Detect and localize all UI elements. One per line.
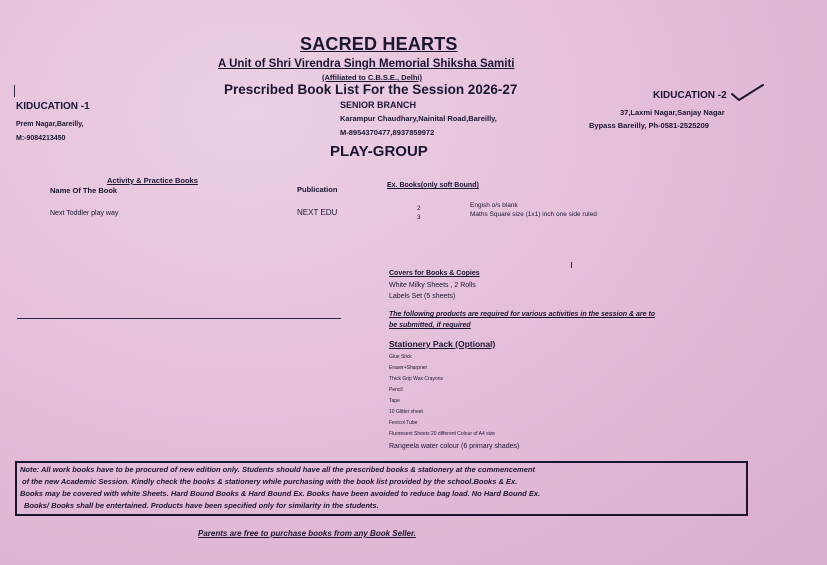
right-branch-address-2: Bypass Bareilly, Ph-0581-2525209	[589, 121, 709, 130]
note-line: Books may be covered with white Sheets. Hard Bound Books & Hard Bound Ex. Books have been avoided to reduce bag load. No Hard Bound Ex.	[20, 489, 541, 498]
activity-books-heading: Activity & Practice Books	[107, 176, 198, 185]
required-products-note	[389, 309, 655, 331]
column-ex-books: Ex. Books(only soft Bound)	[387, 182, 479, 189]
stationery-item: Fluoresent Sheets 20 different Colour of A4 size	[389, 431, 496, 437]
affiliation: (Affiliated to C.B.S.E., Delhi)	[322, 73, 423, 82]
column-publication: Publication	[297, 185, 338, 194]
branch-address: Karampur Chaudhary,Nainital Road,Bareilly,	[340, 114, 497, 123]
stationery-item: Pencil	[389, 387, 403, 393]
right-branch-name: KIDUCATION -2	[653, 90, 727, 101]
stationery-item: Eraser+Sharpner	[389, 365, 428, 371]
left-branch-phone: M:-9084213450	[16, 135, 66, 142]
check-mark-icon	[730, 82, 766, 104]
ex-book-qty: 3	[417, 214, 421, 221]
footer-note: Parents are free to purchase books from any Book Seller.	[198, 529, 416, 538]
note-line: Note: All work books have to be procured of new edition only. Students should have all the prescribed books & stationery at the commencement	[20, 465, 535, 474]
book-name: Next Toddler play way	[50, 210, 119, 217]
ex-book-desc: Maths Square size (1x1) inch one side ruled	[470, 211, 597, 218]
cover-item: White Milky Sheets , 2 Rolls	[389, 282, 476, 289]
note-line: of the new Academic Session. Kindly check the books & stationery while purchasing with the book list provided by the school.Books & Ex.	[22, 477, 518, 486]
stationery-item: Thick Grip Wax Crayons	[389, 376, 443, 382]
stationery-item: Glue Stick	[389, 354, 412, 360]
branch-phone: M-8954370477,8937859972	[340, 128, 435, 137]
pen-mark	[14, 85, 15, 97]
stationery-heading: Stationery Pack (Optional)	[389, 339, 496, 349]
covers-heading: Covers for Books & Copies	[389, 270, 480, 277]
column-book-name: Name Of The Book	[50, 186, 118, 195]
ex-book-qty: 2	[417, 205, 421, 212]
stationery-item: 10 Glitter sheet	[389, 409, 423, 415]
stationery-item: Fevicol Tube	[389, 420, 418, 426]
class-name: PLAY-GROUP	[330, 143, 428, 160]
cover-item: Labels Set (5 sheets)	[389, 293, 456, 300]
book-publication: NEXT EDU	[297, 208, 338, 217]
stationery-item: Tape	[389, 398, 400, 404]
branch-name: SENIOR BRANCH	[340, 100, 417, 110]
left-branch-address: Prem Nagar,Bareilly,	[16, 121, 84, 128]
ex-book-desc: Engish o/s blank	[470, 202, 518, 209]
note-line: Books/ Books shall be entertained. Products have been specified only for similarity in the students.	[24, 501, 379, 510]
left-branch-name: KIDUCATION -1	[16, 101, 90, 112]
pen-mark	[571, 262, 572, 268]
required-products-line: The following products are required for various activities in the session & are to	[389, 311, 656, 318]
divider	[17, 318, 341, 319]
right-branch-address: 37,Laxmi Nagar,Sanjay Nagar	[620, 108, 725, 117]
list-title: Prescribed Book List For the Session 2026-27	[224, 82, 518, 97]
school-name: SACRED HEARTS	[300, 34, 458, 54]
unit-line: A Unit of Shri Virendra Singh Memorial Shiksha Samiti	[218, 58, 515, 70]
stationery-item: Rangeela water colour (6 primary shades)	[389, 443, 520, 450]
required-products-line: be submitted, if required	[389, 322, 471, 329]
